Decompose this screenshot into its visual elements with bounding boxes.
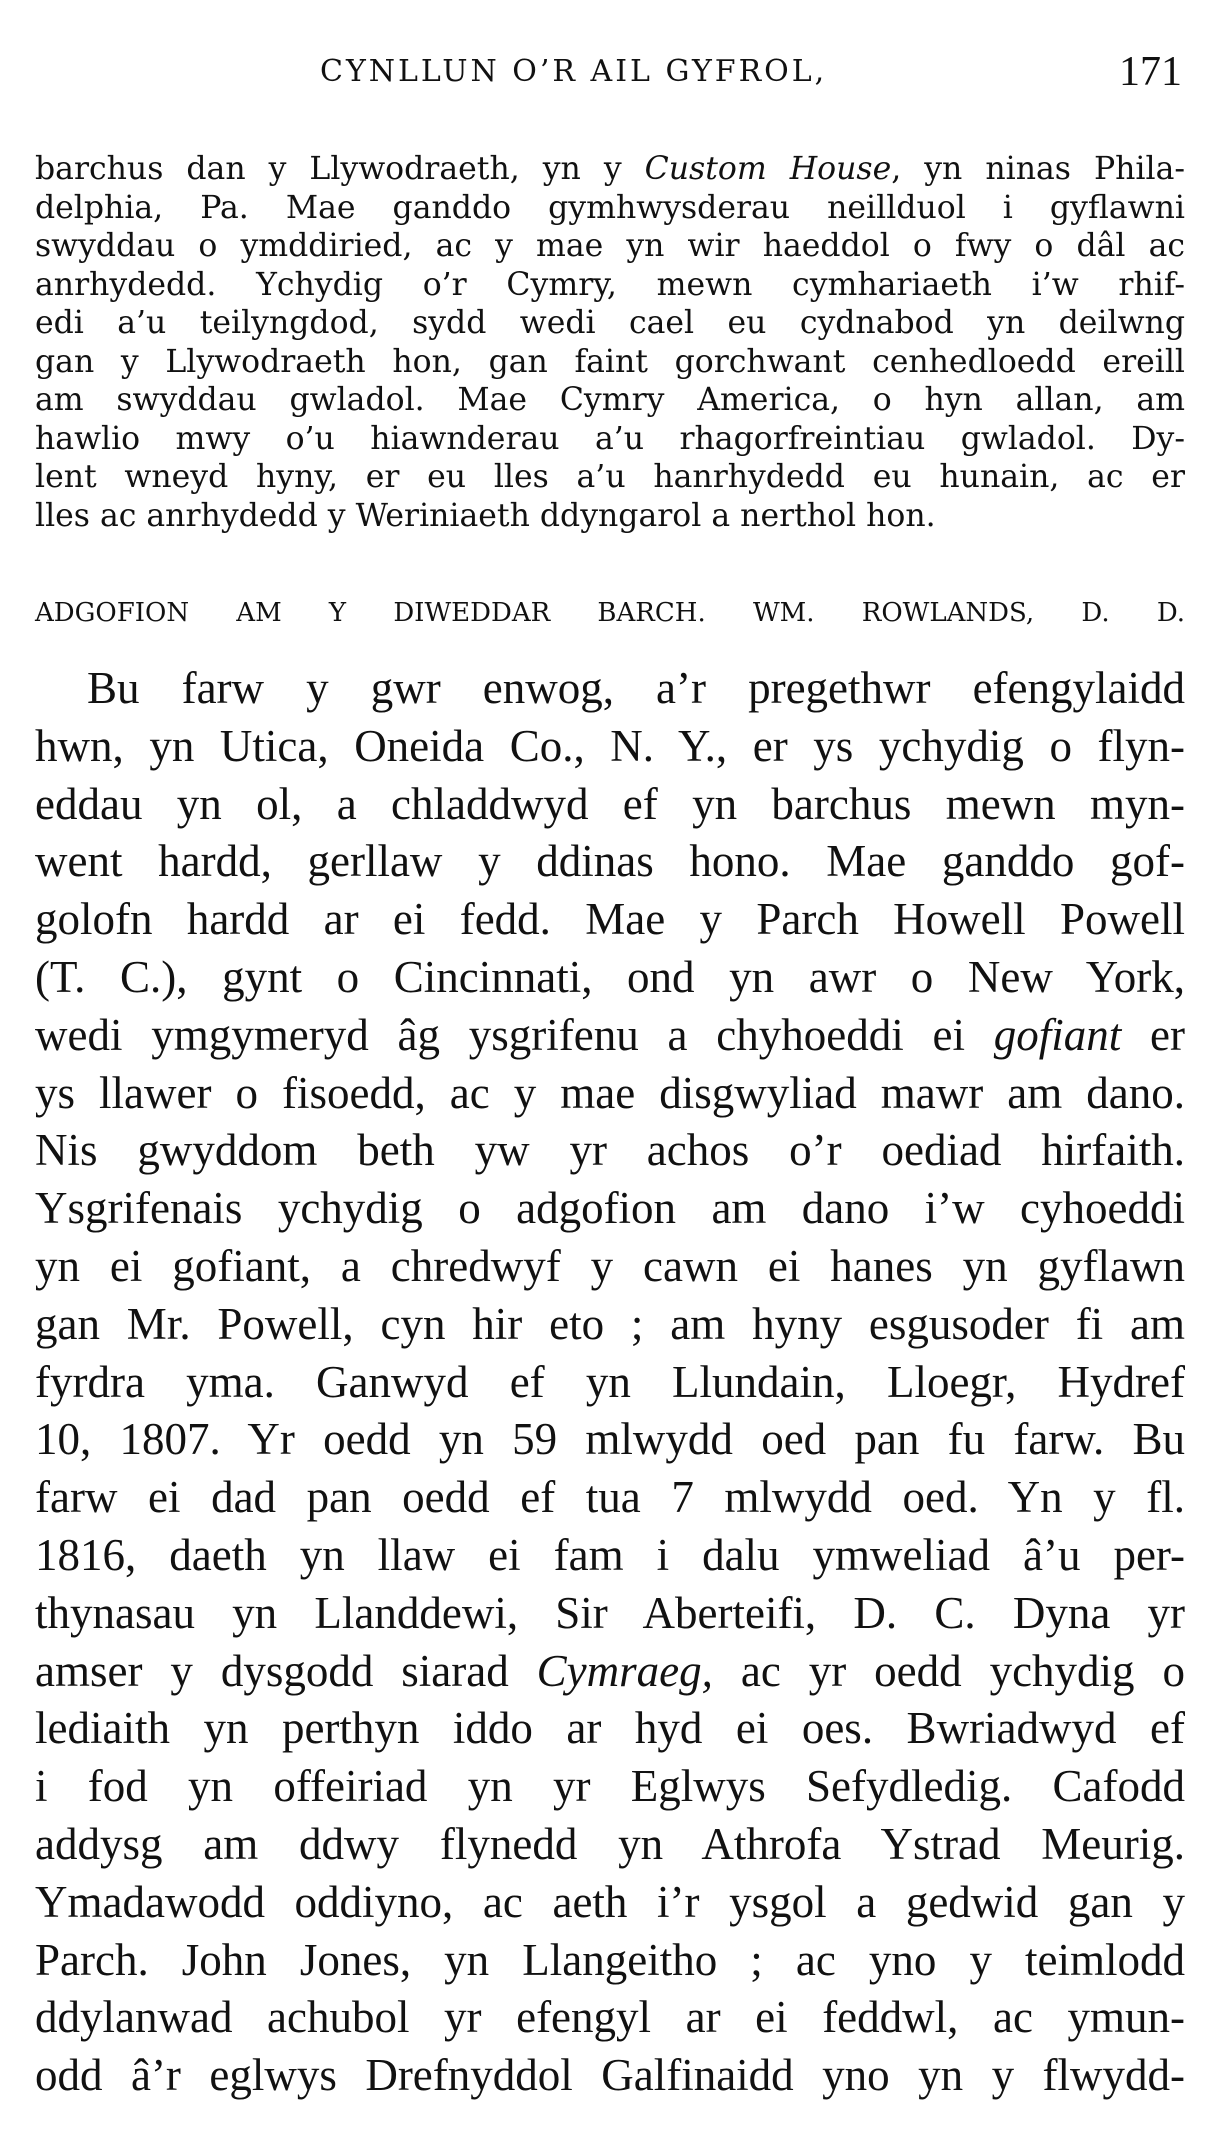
text-line bbox=[35, 343, 1185, 382]
text-line bbox=[35, 891, 1185, 949]
text-line bbox=[35, 1007, 1185, 1065]
italic-phrase: Custom House bbox=[644, 151, 892, 187]
text-run: edi a’u teilyngdod, sydd wedi cael eu cydnabod yn deilwng bbox=[35, 305, 1185, 341]
text-line bbox=[35, 458, 1185, 497]
text-run: barchus dan y Llywodraeth, yn y bbox=[35, 151, 645, 187]
text-line bbox=[35, 1296, 1185, 1354]
text-run: , yn ninas Phila- bbox=[891, 151, 1185, 187]
text-run: ddylanwad achubol yr efengyl ar ei feddwl, ac ymun- bbox=[35, 1992, 1185, 2043]
text-run: yn ei gofiant, a chredwyf y cawn ei hanes yn gyflawn bbox=[35, 1240, 1185, 1291]
text-line bbox=[35, 497, 1185, 536]
running-head bbox=[35, 48, 1182, 108]
text-line bbox=[35, 1122, 1185, 1180]
running-title: CYNLLUN O’R AIL GYFROL, bbox=[320, 54, 828, 89]
text-run: 1816, daeth yn llaw ei fam i dalu ymweliad â’u per- bbox=[35, 1529, 1185, 1580]
text-line bbox=[35, 660, 1185, 718]
text-run: ac yr oedd ychydig o bbox=[712, 1645, 1185, 1696]
text-run: ys llawer o fisoedd, ac y mae disgwyliad mawr am dano. bbox=[35, 1067, 1185, 1118]
text-run: golofn hardd ar ei fedd. Mae y Parch Howell Powell bbox=[35, 894, 1185, 945]
text-line bbox=[35, 266, 1185, 305]
page-number: 171 bbox=[1119, 49, 1182, 95]
text-line bbox=[35, 1354, 1185, 1412]
text-run: went hardd, gerllaw y ddinas hono. Mae ganddo gof- bbox=[35, 836, 1185, 887]
text-run: Nis gwyddom beth yw yr achos o’r oediad hirfaith. bbox=[35, 1125, 1185, 1176]
text-line bbox=[35, 1411, 1185, 1469]
text-run: swyddau o ymddiried, ac y mae yn wir haeddol o fwy o dâl ac bbox=[35, 228, 1185, 264]
text-line bbox=[35, 1758, 1185, 1816]
text-run: Parch. John Jones, yn Llangeitho ; ac yno y teimlodd bbox=[35, 1934, 1185, 1985]
text-run: (T. C.), gynt o Cincinnati, ond yn awr o New York, bbox=[35, 951, 1185, 1002]
text-run: odd â’r eglwys Drefnyddol Galfinaidd yno yn y flwydd- bbox=[35, 2050, 1185, 2101]
text-line bbox=[35, 1469, 1185, 1527]
text-line bbox=[35, 2047, 1185, 2105]
text-run: i fod yn offeiriad yn yr Eglwys Sefydledig. Cafodd bbox=[35, 1761, 1185, 1812]
text-run: lent wneyd hyny, er eu lles a’u hanrhydedd eu hunain, ac er bbox=[35, 459, 1185, 495]
text-line bbox=[35, 150, 1185, 189]
text-line bbox=[35, 1065, 1185, 1123]
text-line bbox=[35, 1989, 1185, 2047]
text-line bbox=[35, 1180, 1185, 1238]
text-run: thynasau yn Llanddewi, Sir Aberteifi, D. C. Dyna yr bbox=[35, 1587, 1185, 1638]
text-run: hwn, yn Utica, Oneida Co., N. Y., er ys ychydig o flyn- bbox=[35, 720, 1185, 771]
text-line bbox=[35, 1585, 1185, 1643]
text-run: 10, 1807. Yr oedd yn 59 mlwydd oed pan fu farw. Bu bbox=[35, 1414, 1185, 1465]
section-heading: ADGOFION AM Y DIWEDDAR BARCH. WM. ROWLANDS, D. D. bbox=[35, 598, 1185, 628]
text-line bbox=[35, 776, 1185, 834]
text-run: am swyddau gwladol. Mae Cymry America, o hyn allan, am bbox=[35, 382, 1185, 418]
text-line bbox=[35, 381, 1185, 420]
text-line bbox=[35, 227, 1185, 266]
text-line bbox=[35, 949, 1185, 1007]
text-line bbox=[35, 1932, 1185, 1990]
text-line bbox=[35, 420, 1185, 459]
text-run: anrhydedd. Ychydig o’r Cymry, mewn cymhariaeth i’w rhif- bbox=[35, 266, 1185, 303]
text-line bbox=[35, 1700, 1185, 1758]
text-run: Ysgrifenais ychydig o adgofion am dano i’w cyhoeddi bbox=[35, 1183, 1185, 1234]
main-paragraph bbox=[35, 660, 1185, 2105]
text-line bbox=[35, 189, 1185, 228]
text-run: delphia, Pa. Mae ganddo gymhwysderau neillduol i gyflawni bbox=[35, 189, 1185, 226]
text-run: lediaith yn perthyn iddo ar hyd ei oes. Bwriadwyd ef bbox=[35, 1703, 1185, 1754]
text-line bbox=[35, 1643, 1185, 1701]
text-run: gan Mr. Powell, cyn hir eto ; am hyny esgusoder fi am bbox=[35, 1298, 1185, 1349]
text-run: amser y dysgodd siarad bbox=[35, 1645, 537, 1696]
text-line bbox=[35, 304, 1185, 343]
text-line bbox=[35, 1816, 1185, 1874]
text-run: hawlio mwy o’u hiawnderau a’u rhagorfreintiau gwladol. Dy- bbox=[35, 420, 1185, 457]
text-line bbox=[35, 833, 1185, 891]
text-run: wedi ymgymeryd âg ysgrifenu a chyhoeddi ei bbox=[35, 1009, 994, 1060]
text-line bbox=[35, 1527, 1185, 1585]
text-line bbox=[35, 1874, 1185, 1932]
top-paragraph bbox=[35, 150, 1185, 535]
text-run: eddau yn ol, a chladdwyd ef yn barchus mewn myn- bbox=[35, 778, 1185, 829]
text-run: er bbox=[1121, 1009, 1185, 1060]
italic-phrase: Cymraeg, bbox=[536, 1645, 713, 1696]
text-run: gan y Llywodraeth hon, gan faint gorchwant cenhedloedd ereill bbox=[35, 343, 1185, 380]
text-line bbox=[35, 718, 1185, 776]
text-run: addysg am ddwy flynedd yn Athrofa Ystrad Meurig. bbox=[35, 1818, 1185, 1869]
italic-phrase: gofiant bbox=[993, 1009, 1122, 1060]
text-run: lles ac anrhydedd y Weriniaeth ddyngarol a nerthol hon. bbox=[35, 497, 936, 534]
text-run: farw ei dad pan oedd ef tua 7 mlwydd oed. Yn y fl. bbox=[35, 1472, 1185, 1523]
text-run: Ymadawodd oddiyno, ac aeth i’r ysgol a gedwid gan y bbox=[35, 1876, 1185, 1927]
text-run: Bu farw y gwr enwog, a’r pregethwr efengylaidd bbox=[87, 663, 1185, 713]
text-line bbox=[35, 1238, 1185, 1296]
text-run: fyrdra yma. Ganwyd ef yn Llundain, Lloegr, Hydref bbox=[35, 1356, 1185, 1407]
